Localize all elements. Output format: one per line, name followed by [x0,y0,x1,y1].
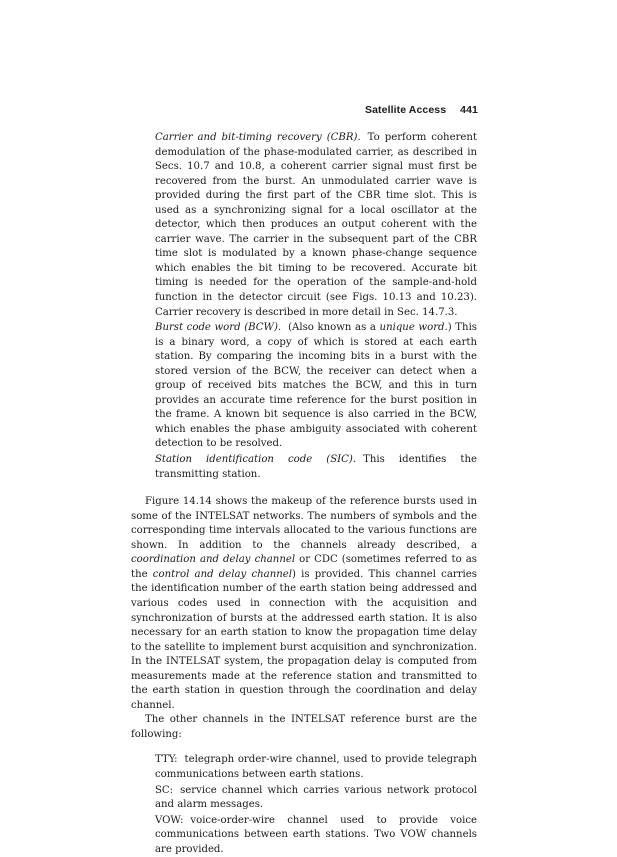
definition-term: Burst code word (BCW). [155,322,282,334]
channel-label: SC: [155,784,174,796]
definition-text-after: ) This is a binary word, a copy of which is stored at each earth station. By comparing the incoming bits in a burst with the stored version of the BCW, the receiver can detect when a group of received bits matches the BCW, and this in turn provides an accurate time reference for the burst position in the frame. A known bit sequence is also carried in the BCW, which enables the phase ambiguity associated with coherent detection to be resolved. [155,322,477,450]
channel-sc [155,784,477,813]
definition-text: To perform coherent demodulation of the phase-modulated carrier, as described in Secs. 10.7 and 10.8, a coherent carrier signal must first be recovered from the burst. An unmodulated carrier wave is provided during the first part of the CBR time slot. This is used as a synchronizing signal for a local oscillator at the detector, which then produces an output coherent with the carrier wave. The carrier in the subsequent part of the CBR time slot is modulated by a known phase-change sequence which enables the bit timing to be recovered. Accurate bit timing is needed for the operation of the sample-and-hold function in the detector circuit (see Figs. 10.13 and 10.23). Carrier recovery is described in more detail in Sec. 14.7.3. [155,132,477,318]
running-header [130,104,478,116]
channel-label: VOW: [155,814,184,826]
channel-text: telegraph order-wire channel, used to provide telegraph communications between earth stations. [155,754,477,780]
definition-text-before: (Also known as a [288,322,380,334]
paragraph-emphasis: coordination and delay channel [131,554,296,566]
paragraph-other-channels: The other channels in the INTELSAT reference burst are the following: [131,714,477,740]
definition-term: Station identification code (SIC). [155,454,357,466]
paragraph-text: or CDC (sometimes referred to as the [131,554,477,580]
paragraph-emphasis: control and delay channel [152,568,292,580]
channel-text: service channel which carries various network protocol and alarm messages. [155,784,477,811]
channel-tty [155,753,477,782]
definition-cbr [155,131,477,320]
definition-text: This identifies the transmitting station. [155,454,477,480]
paragraph-reference-bursts [131,495,477,713]
paragraph-text: Figure 14.14 shows the makeup of the reference bursts used in some of the INTELSAT networks. The numbers of symbols and the corresponding time intervals allocated to the various functions are shown. In addition to the channels already described, a [131,496,477,551]
running-title: Satellite Access [364,104,447,116]
body-text [131,131,477,857]
definition-term: Carrier and bit-timing recovery (CBR). [155,132,361,143]
definition-bcw [155,321,477,452]
definition-sic [155,453,477,482]
channel-text: voice-order-wire channel used to provide voice communications between earth stations. Two VOW channels are provided. [155,814,477,855]
channel-vow [155,814,477,857]
paragraph-text: ) is provided. This channel carries the identification number of the earth station being addressed and various codes used in connection with the acquisition and synchronization of bursts at the addressed earth station. It is also necessary for an earth station to know the propagation time delay to the satellite to implement burst acquisition and synchronization. In the INTELSAT system, the propagation delay is computed from measurements made at the reference station and transmitted to the earth station in question through the coordination and delay channel. [131,568,477,711]
page-number: 441 [460,104,478,116]
channel-label: TTY: [155,754,178,766]
definition-emphasis: unique word. [379,322,448,334]
